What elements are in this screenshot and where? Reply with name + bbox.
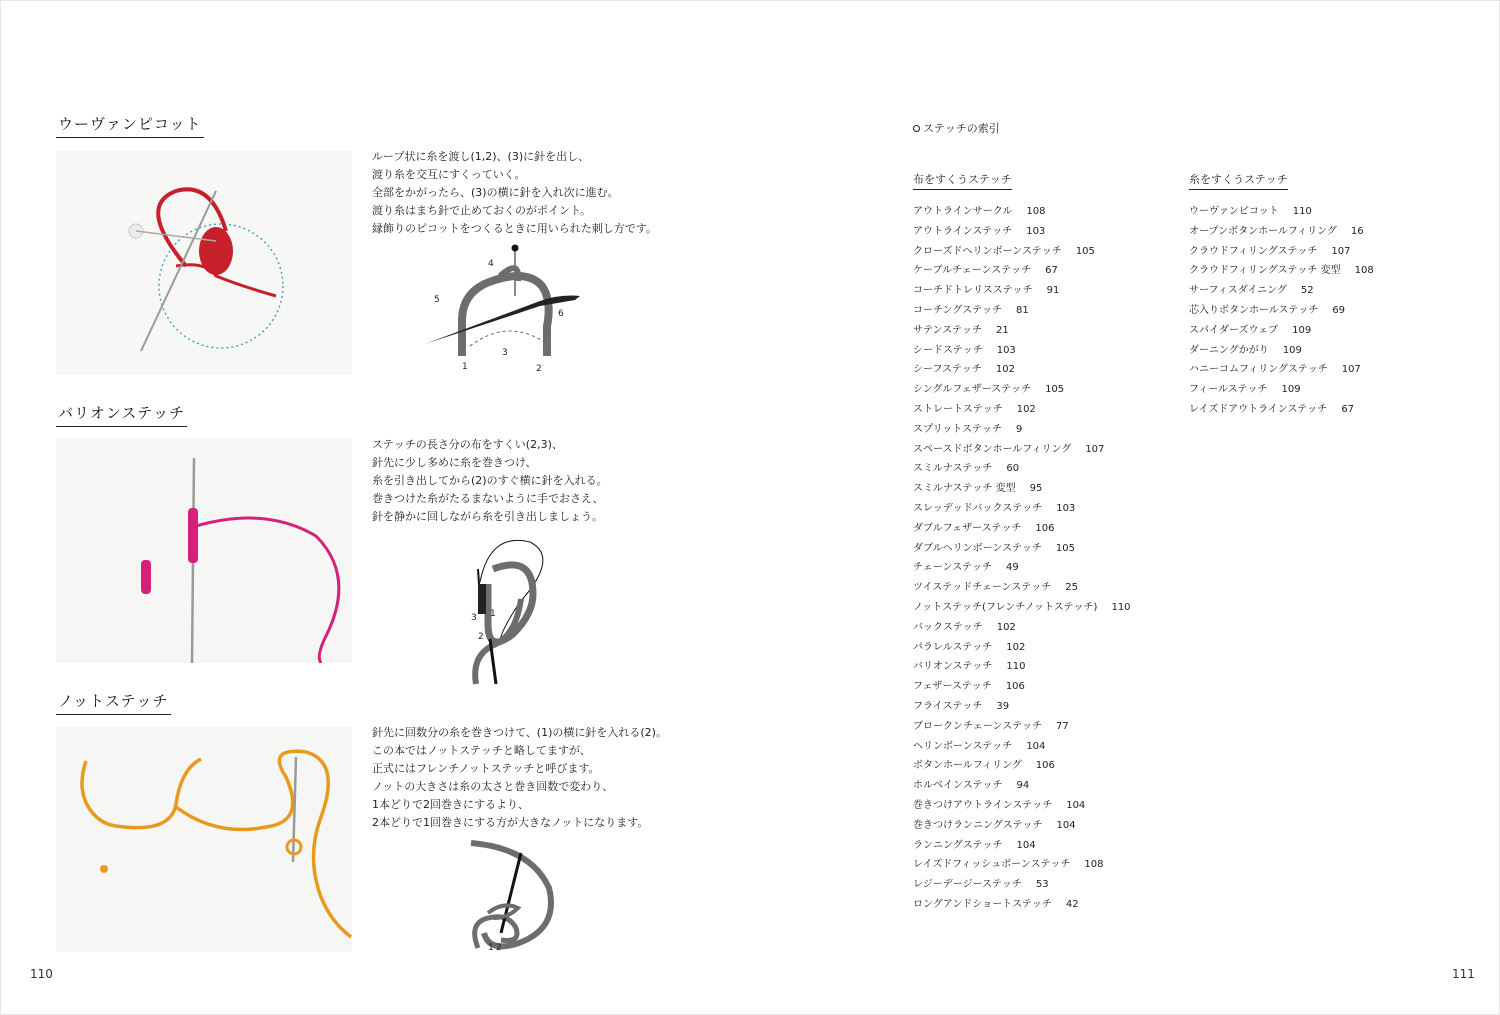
entry-name: 巻きつけアウトラインステッチ [913,799,1053,811]
index-entry [913,499,1131,519]
index-entry [1189,301,1374,321]
index-list-thread [1189,202,1374,420]
entry-name: コーチドトレリスステッチ [913,285,1033,297]
entry-name: ケーブルチェーンステッチ [913,265,1032,277]
index-entry [913,281,1131,301]
index-entry [913,895,1131,915]
index-entry [1189,202,1374,222]
entry-page-number: 77 [1056,720,1069,732]
page-number-left: 110 [30,967,53,981]
entry-name: コーチングステッチ [913,304,1002,316]
entry-name: フィールステッチ [1189,384,1268,396]
entry-page-number: 95 [1029,483,1043,495]
entry-name: ダーニングかがり [1189,344,1269,356]
entry-name: シーフステッチ [913,364,982,376]
entry-page-number: 16 [1350,225,1364,237]
index-entry [913,717,1131,737]
entry-page-number: 91 [1046,285,1060,297]
entry-name: クラウドフィリングステッチ [1189,245,1318,257]
index-entry [1189,321,1374,341]
entry-page-number: 102 [1016,403,1036,415]
entry-page-number: 81 [1016,304,1029,316]
index-heading [913,120,1000,136]
entry-name: スペースドボタンホールフィリング [913,443,1072,455]
diagram-picot [420,236,600,376]
text-line: ステッチの長さ分の布をすくい(2,3)、 [372,438,563,451]
text-line: この本ではノットステッチと略してますが、 [372,744,591,757]
text-line: 縁飾りのピコットをつくるときに用いられた刺し方です。 [372,222,657,235]
number-label: 3 [502,348,508,358]
entry-page-number: 104 [1016,839,1036,851]
index-entry [913,816,1131,836]
entry-name: 芯入りボタンホールステッチ [1189,304,1319,316]
entry-page-number: 107 [1341,364,1361,376]
column-title-thread: 糸をすくうステッチ [1189,171,1288,190]
description-knot [372,724,712,832]
number-label: 5 [434,295,440,305]
entry-name: チェーンステッチ [913,562,992,574]
index-entry [913,440,1131,460]
entry-name: クローズドヘリンボーンステッチ [913,245,1062,257]
entry-name: レイズドアウトラインステッチ [1189,403,1328,415]
entry-page-number: 102 [996,621,1016,633]
entry-page-number: 109 [1282,344,1302,356]
text-line: 巻きつけた糸がたるまないように手でおさえ、 [372,492,604,505]
number-label: 6 [558,309,564,319]
index-entry [1189,222,1374,242]
photo-knot [56,727,352,952]
entry-name: サテンステッチ [913,324,982,336]
index-list-fabric [913,202,1131,915]
entry-page-number: 103 [1056,502,1076,514]
entry-name: ボタンホールフィリング [913,760,1022,772]
number-label: 4 [488,259,494,269]
entry-name: スミルナステッチ 変型 [913,483,1016,495]
ring-bullet-icon [913,125,920,132]
entry-page-number: 67 [1341,403,1355,415]
index-entry [913,697,1131,717]
entry-name: サーフィスダイニング [1189,285,1287,297]
section-title-bullion: バリオンステッチ [56,402,187,427]
index-entry [913,479,1131,499]
entry-name: ダブルフェザーステッチ [913,522,1022,534]
section-title-knot: ノットステッチ [56,690,171,715]
index-entry [913,261,1131,281]
index-entry [913,598,1131,618]
entry-page-number: 110 [1006,661,1026,673]
number-label: 2 [496,943,502,953]
entry-page-number: 102 [1006,641,1026,653]
number-label: 1 [490,609,496,619]
entry-name: フライステッチ [913,700,983,712]
entry-page-number: 105 [1055,542,1075,554]
index-entry [913,578,1131,598]
entry-name: ツイステッドチェーンステッチ [913,582,1052,594]
index-entry [913,360,1131,380]
entry-page-number: 69 [1332,304,1346,316]
text-line: 針を静かに回しながら糸を引き出しましょう。 [372,510,603,523]
entry-name: フェザーステッチ [913,681,992,693]
entry-name: ノットステッチ(フレンチノットステッチ) [913,601,1098,613]
entry-name: ランニングステッチ [913,839,1003,851]
index-entry [913,222,1131,242]
text-line: 糸を引き出してから(2)のすぐ横に針を入れる。 [372,474,608,487]
entry-name: スパイダーズウェブ [1189,324,1279,336]
entry-page-number: 21 [996,324,1009,336]
entry-name: スレッデッドバックステッチ [913,502,1043,514]
entry-name: シードステッチ [913,344,983,356]
index-heading-text: ステッチの索引 [923,122,1000,135]
entry-page-number: 103 [1026,225,1046,237]
index-entry [913,519,1131,539]
number-label: 1 [462,362,468,372]
index-entry [1189,341,1374,361]
entry-page-number: 102 [995,364,1015,376]
text-line: ノットの大きさは糸の太さと巻き回数で変わり、 [372,780,614,793]
index-entry [913,400,1131,420]
index-entry [913,875,1131,895]
index-entry [913,657,1131,677]
index-entry [913,420,1131,440]
entry-page-number: 106 [1035,760,1055,772]
index-entry [913,677,1131,697]
entry-name: アウトラインサークル [913,206,1013,217]
index-entry [913,618,1131,638]
number-label: 1 [488,943,494,953]
entry-page-number: 67 [1045,265,1058,277]
text-line: 針先に少し多めに糸を巻きつけ、 [372,456,537,469]
entry-page-number: 105 [1045,384,1065,396]
text-line: 渡り糸を交互にすくっていく。 [372,168,526,181]
entry-page-number: 106 [1035,522,1055,534]
entry-name: ホルベインステッチ [913,780,1003,792]
entry-page-number: 94 [1016,780,1030,792]
entry-page-number: 107 [1085,443,1105,455]
entry-name: ヘリンボーンステッチ [913,740,1013,752]
text-line: 針先に回数分の糸を巻きつけて、(1)の横に針を入れる(2)。 [372,726,667,739]
entry-page-number: 106 [1005,681,1025,693]
index-entry [1189,360,1374,380]
index-entry [1189,242,1374,262]
entry-name: ウーヴァンピコット [1189,206,1279,217]
entry-page-number: 108 [1026,206,1046,217]
index-entry [913,855,1131,875]
index-entry [913,321,1131,341]
number-label: 3 [471,613,477,623]
index-entry [913,202,1131,222]
entry-name: ダブルヘリンボーンステッチ [913,542,1042,554]
diagram-bullion [466,534,556,690]
entry-page-number: 53 [1035,879,1049,891]
entry-name: 巻きつけランニングステッチ [913,819,1043,831]
entry-name: ブロークンチェーンステッチ [913,720,1042,732]
index-entry [913,242,1131,262]
text-line: 1本どりで2回巻きにするより、 [372,798,529,811]
column-title-fabric: 布をすくうステッチ [913,171,1012,190]
entry-page-number: 104 [1066,799,1086,811]
index-entry [913,796,1131,816]
text-line: 正式にはフレンチノットステッチと呼びます。 [372,762,600,775]
index-entry [913,558,1131,578]
text-line: 全部をかがったら、(3)の横に針を入れ次に進む。 [372,186,619,199]
index-entry [1189,281,1374,301]
entry-page-number: 39 [996,700,1010,712]
entry-page-number: 105 [1075,245,1095,257]
entry-page-number: 109 [1281,384,1301,396]
index-entry [913,776,1131,796]
text-line: ループ状に糸を渡し(1,2)、(3)に針を出し、 [372,150,590,163]
index-entry [913,341,1131,361]
entry-page-number: 9 [1015,423,1023,435]
entry-page-number: 108 [1354,265,1374,277]
entry-page-number: 103 [996,344,1016,356]
index-entry [913,539,1131,559]
entry-name: パラレルステッチ [913,641,993,653]
page-number-right: 111 [1452,967,1475,981]
entry-page-number: 104 [1056,819,1076,831]
entry-page-number: 52 [1300,285,1314,297]
index-entry [913,380,1131,400]
number-label: 2 [536,364,542,374]
entry-page-number: 107 [1331,245,1351,257]
index-entry [913,836,1131,856]
index-entry [913,756,1131,776]
index-entry [913,737,1131,757]
entry-name: スプリットステッチ [913,423,1002,435]
index-entry [913,638,1131,658]
diagram-knot [466,838,556,958]
index-entry [913,459,1131,479]
index-entry [913,301,1131,321]
entry-page-number: 60 [1006,463,1020,475]
entry-name: シングルフェザーステッチ [913,384,1032,396]
entry-page-number: 108 [1084,859,1104,871]
entry-page-number: 110 [1292,206,1312,217]
index-entry [1189,380,1374,400]
index-entry [1189,261,1374,281]
number-label: 2 [478,632,484,642]
entry-name: バックステッチ [913,621,983,633]
index-entry [1189,400,1374,420]
entry-name: クラウドフィリングステッチ 変型 [1189,265,1341,277]
entry-page-number: 25 [1065,582,1078,594]
entry-page-number: 110 [1111,601,1131,613]
entry-name: ハニーコムフィリングステッチ [1189,364,1328,376]
section-title-picot: ウーヴァンピコット [56,113,204,138]
entry-name: スミルナステッチ [913,463,993,475]
entry-page-number: 104 [1026,740,1046,752]
text-line: 2本どりで1回巻きにする方が大きなノットになります。 [372,816,649,829]
entry-page-number: 49 [1006,562,1019,574]
entry-page-number: 42 [1065,898,1079,910]
entry-name: オープンボタンホールフィリング [1189,225,1337,237]
description-bullion [372,436,712,526]
entry-name: ストレートステッチ [913,403,1003,415]
entry-name: バリオンステッチ [913,661,993,673]
description-picot [372,148,712,238]
photo-bullion [56,438,352,663]
photo-picot [56,151,352,375]
entry-name: ロングアンドショートステッチ [913,898,1052,910]
text-line: 渡り糸はまち針で止めておくのがポイント。 [372,204,592,217]
entry-name: レイズドフィッシュボーンステッチ [913,859,1071,871]
entry-page-number: 109 [1292,324,1312,336]
entry-name: レジーデージーステッチ [913,879,1022,891]
entry-name: アウトラインステッチ [913,225,1013,237]
